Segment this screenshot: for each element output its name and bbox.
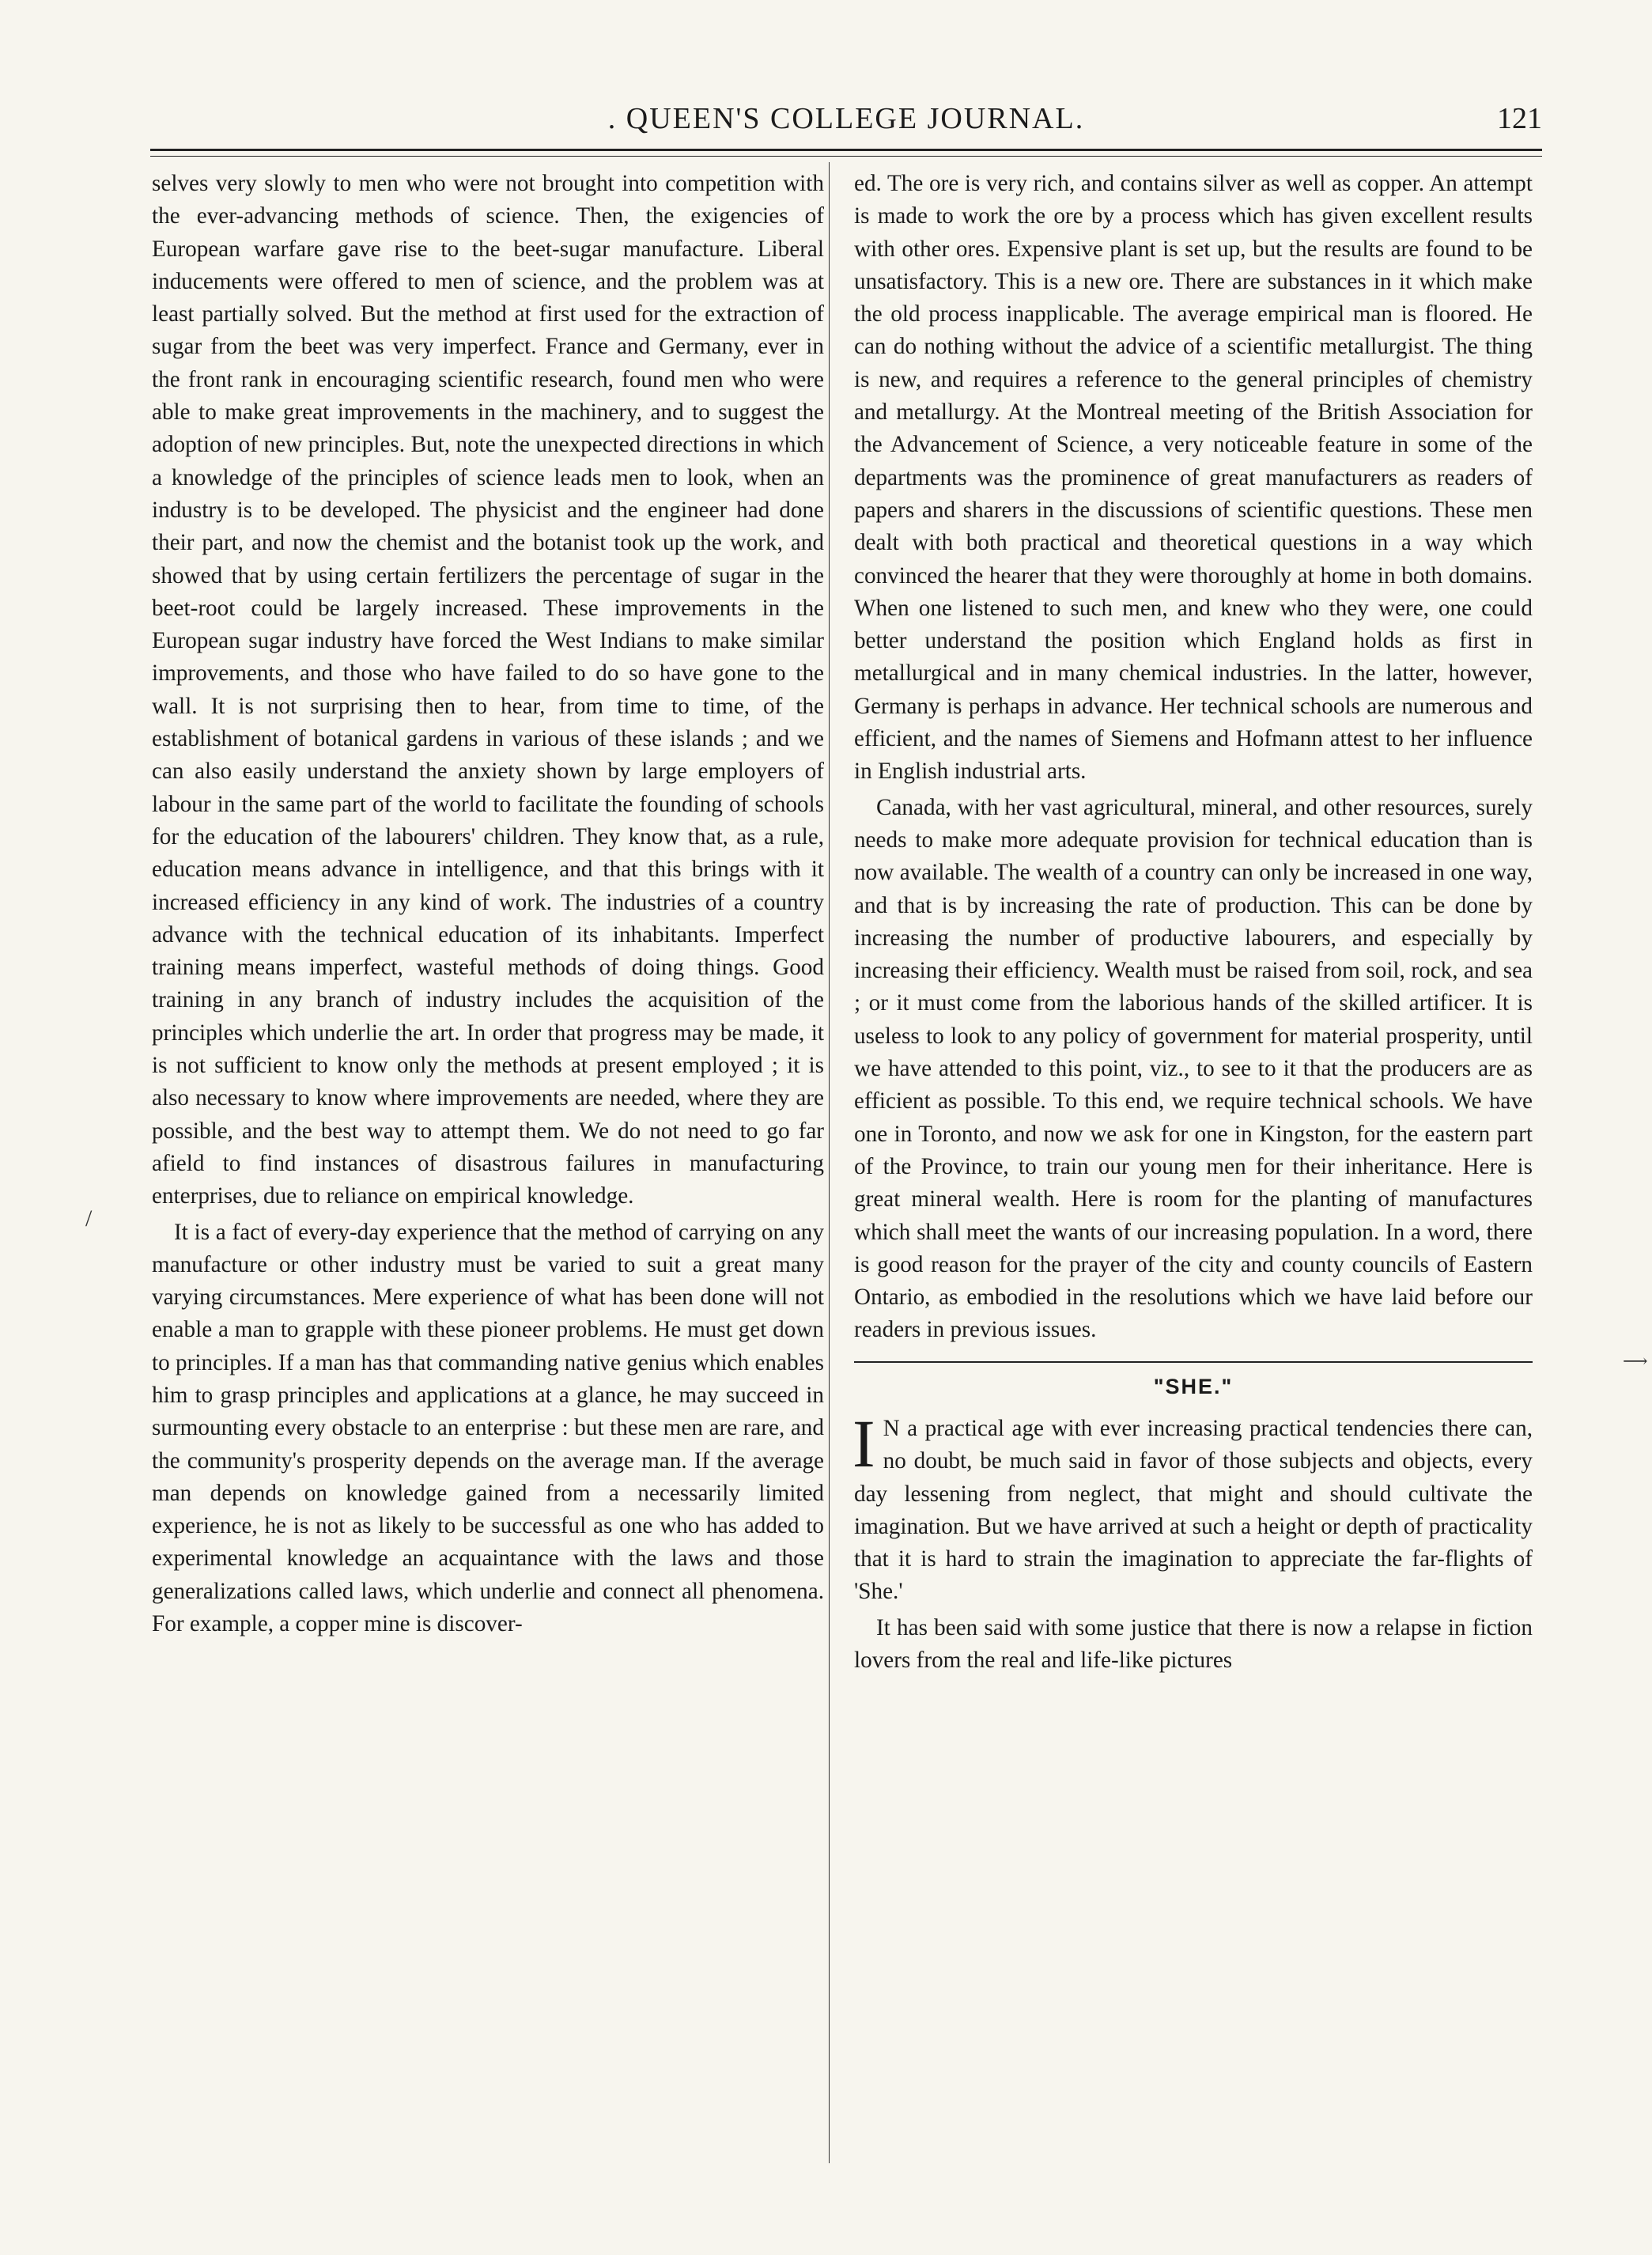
- left-column: [152, 168, 824, 1640]
- header-rule: [150, 149, 1542, 157]
- section-title: "SHE.": [1153, 1374, 1234, 1398]
- left-margin-mark: /: [85, 1205, 93, 1232]
- drop-cap: I: [852, 1405, 875, 1481]
- right-column: [854, 168, 1533, 1677]
- left-paragraph-1: selves very slowly to men who were not brought into competition with the ever-advancing methods of science. Then, the exigencies of European warfare gave rise to the beet-sugar manufacture. Liberal inducements were offered to men of science, and the problem was at least partially solved. But the method at first used for the extraction of sugar from the beet was very imperfect. France and Germany, ever in the front rank in encouraging scientific research, found men who were able to make great improvements in the machinery, and to suggest the adoption of new principles. But, note the unexpected directions in which a knowledge of the principles of science leads men to look, when an industry is to be developed. The physicist and the engineer had done their part, and now the chemist and the botanist took up the work, and showed that by using certain fertilizers the percentage of sugar in the beet-root could be largely increased. These improvements in the European sugar industry have forced the West Indians to make similar improvements, and those who have failed to do so have gone to the wall. It is not surprising then to hear, from time to time, of the establishment of botanical gardens in various of these islands ; and we can also easily understand the anxiety shown by large employers of labour in the same part of the world to facilitate the founding of schools for the education of the labourers' children. They know that, as a rule, education means advance in intelligence, and that this brings with it increased efficiency in any kind of work. The industries of a country advance with the technical education of its inhabitants. Imperfect training means imperfect, wasteful methods of doing things. Good training in any branch of industry includes the acquisition of the principles which underlie the art. In order that progress may be made, it is not sufficient to know only the methods at present employed ; it is also necessary to know where improvements are needed, where they are possible, and the best way to attempt them. We do not need to go far afield to find instances of disastrous failures in manufacturing enterprises, due to reliance on empirical knowledge.: [152, 171, 824, 1209]
- right-paragraph-2: Canada, with her vast agricultural, mineral, and other resources, surely needs to make more adequate provision for technical education than is now available. The wealth of a country can only be increased in one way, and that is by increasing the rate of production. This can be done by increasing the number of productive labourers, and especially by increasing their efficiency. Wealth must be raised from soil, rock, and sea ; or it must come from the laborious hands of the skilled artificer. It is useless to look to any policy of government for material prosperity, until we have attended to this point, viz., to see to it that the producers are as efficient as possible. To this end, we require technical schools. We have one in Toronto, and now we ask for one in Kingston, for the eastern part of the Province, to train our young men for their inheritance. Here is great mineral wealth. Here is room for the planting of manufactures which shall meet the wants of our increasing population. In a word, there is good reason for the prayer of the city and county councils of Eastern Ontario, as embodied in the resolutions which we have laid before our readers in previous issues.: [854, 794, 1533, 1343]
- journal-title: . QUEEN'S COLLEGE JOURNAL.: [607, 102, 1085, 135]
- right-paragraph-3-text: N a practical age with ever increasing practical tendencies there can, no doubt, be much said in favor of those subjects and objects, every day lessening from neglect, that might and should cultivate the imagination. But we have arrived at such a height or depth of practicality that it is hard to strain the imagination to appreciate the far-flights of 'She.': [854, 1415, 1533, 1605]
- column-divider: [829, 162, 830, 2163]
- page-header: [150, 101, 1542, 149]
- section-rule: [854, 1361, 1533, 1363]
- right-paragraph-1: ed. The ore is very rich, and contains silver as well as copper. An attempt is made to work the ore by a process which has given excellent results with other ores. Expensive plant is set up, but the results are found to be unsatisfactory. This is a new ore. There are substances in it which make the old process inapplicable. The average empirical man is floored. He can do nothing without the advice of a scientific metallurgist. The thing is new, and requires a reference to the general principles of chemistry and metallurgy. At the Montreal meeting of the British Association for the Advancement of Science, a very noticeable feature in some of the departments was the prominence of great manufacturers as readers of papers and sharers in the discussions of scientific questions. These men dealt with both practical and theoretical questions in a way which convinced the hearer that they were thoroughly at home in both domains. When one listened to such men, and knew who they were, one could better understand the position which England holds as first in metallurgical and in many chemical industries. In the latter, however, Germany is perhaps in advance. Her technical schools are numerous and efficient, and the names of Siemens and Hofmann attest to her influence in English industrial arts.: [854, 171, 1533, 785]
- left-paragraph-2: It is a fact of every-day experience that the method of carrying on any manufacture or other industry must be varied to suit a great many varying circumstances. Mere experience of what has been done will not enable a man to grapple with these pioneer problems. He must get down to principles. If a man has that commanding native genius which enables him to grasp principles and applications at a glance, he may succeed in surmounting every obstacle to an enterprise : but these men are rare, and the community's prosperity depends on the average man. If the average man depends on knowledge gained from a necessarily limited experience, he is not as likely to be successful as one who has added to experimental knowledge an acquaintance with the laws and those generalizations called laws, which underlie and connect all phenomena. For example, a copper mine is discover-: [152, 1219, 824, 1637]
- right-margin-mark: ⟶: [1623, 1351, 1648, 1371]
- page-number: 121: [1497, 102, 1542, 135]
- right-paragraph-3: [852, 1405, 1533, 1609]
- right-paragraph-4: It has been said with some justice that there is now a relapse in fiction lovers from the real and life-like pictures: [854, 1614, 1533, 1674]
